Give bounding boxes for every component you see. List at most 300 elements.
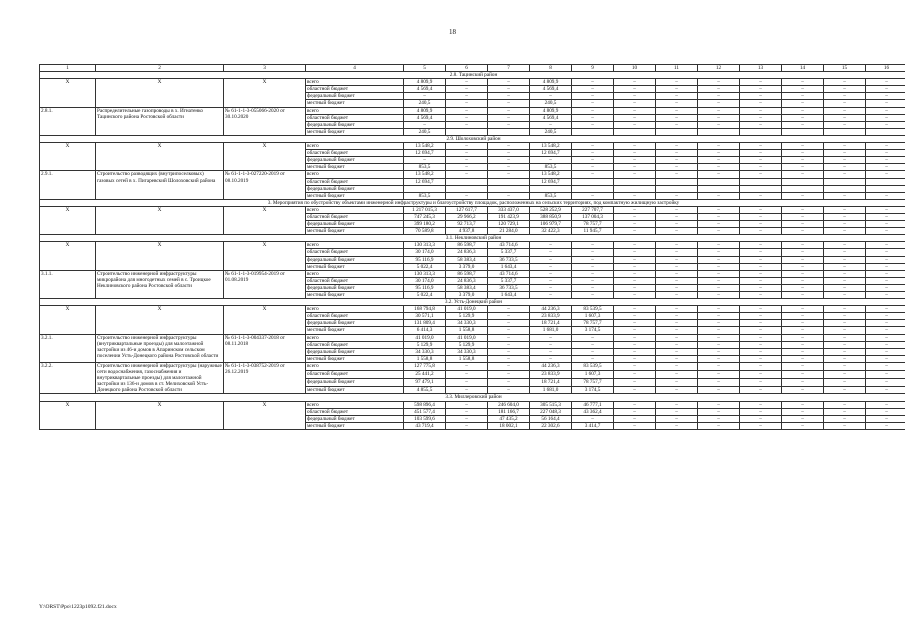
amount-cell: – [866,150,905,157]
amount-cell: – [614,86,656,93]
amount-cell: – [740,415,782,422]
item-name: X [96,206,224,234]
amount-cell: – [656,157,698,164]
amount-cell: – [656,378,698,386]
amount-cell: – [824,422,866,429]
amount-cell: – [866,386,905,394]
amount-cell: 11 945,7 [572,228,614,235]
amount-cell: – [698,422,740,429]
amount-cell: – [572,242,614,249]
amount-cell: – [740,270,782,277]
amount-cell: – [572,143,614,150]
amount-cell: – [782,277,824,284]
amount-cell: 240,5 [404,100,446,107]
amount-cell: – [488,86,530,93]
amount-cell: – [866,249,905,256]
amount-cell: – [824,408,866,415]
amount-cell: – [404,157,446,164]
amount-cell: – [656,320,698,327]
amount-cell: – [446,86,488,93]
amount-cell [866,128,905,135]
budget-source: местный бюджет [306,192,404,199]
amount-cell: – [866,256,905,263]
amount-cell: – [824,171,866,178]
amount-cell: – [656,348,698,355]
amount-cell: – [824,334,866,341]
amount-cell: 12 694,7 [530,178,572,185]
table-row [40,401,905,408]
amount-cell: – [656,327,698,334]
amount-cell: – [740,292,782,299]
amount-cell: – [782,93,824,100]
amount-cell: – [740,143,782,150]
amount-cell: 1 681,0 [530,386,572,394]
amount-cell: 747 245,3 [404,213,446,220]
column-number: 2 [96,65,224,72]
amount-cell: – [614,415,656,422]
amount-cell: – [446,143,488,150]
amount-cell: – [572,121,614,128]
amount-cell: – [614,164,656,171]
amount-cell: 36 733,5 [488,284,530,291]
amount-cell: – [866,320,905,327]
section-title: 3.1. Неклиновский район [40,235,905,242]
amount-cell: 13 548,2 [404,171,446,178]
amount-cell: – [488,79,530,86]
amount-cell: – [698,256,740,263]
amount-cell: – [782,256,824,263]
amount-cell: – [782,422,824,429]
budget-source: местный бюджет [306,386,404,394]
item-name: X [96,242,224,270]
amount-cell: – [740,171,782,178]
amount-cell: – [614,292,656,299]
amount-cell: – [488,362,530,370]
table-row [40,171,905,178]
amount-cell: – [488,121,530,128]
amount-cell: 130 313,3 [404,242,446,249]
amount-cell: – [782,164,824,171]
amount-cell: 5 022,4 [404,263,446,270]
amount-cell: – [740,256,782,263]
amount-cell: – [740,213,782,220]
amount-cell: – [446,107,488,114]
amount-cell: – [698,270,740,277]
amount-cell: – [488,150,530,157]
item-name: X [96,401,224,429]
amount-cell: – [782,270,824,277]
budget-source: местный бюджет [306,292,404,299]
amount-cell: 29 966,2 [446,213,488,220]
amount-cell: – [698,327,740,334]
budget-source: федеральный бюджет [306,348,404,355]
amount-cell: – [824,313,866,320]
section-title: 3.2. Усть-Донецкий район [40,299,905,306]
amount-cell: – [530,334,572,341]
amount-cell: – [866,327,905,334]
amount-cell: – [572,355,614,362]
amount-cell: – [656,121,698,128]
amount-cell: – [572,292,614,299]
amount-cell: – [488,320,530,327]
amount-cell: 127 775,8 [404,362,446,370]
amount-cell: 1 558,8 [446,355,488,362]
amount-cell: – [614,121,656,128]
amount-cell: – [866,121,905,128]
amount-cell: – [698,415,740,422]
amount-cell: 58 383,4 [446,284,488,291]
amount-cell: 528 252,9 [530,206,572,213]
amount-cell [614,185,656,192]
amount-cell: – [404,93,446,100]
amount-cell: – [446,121,488,128]
amount-cell: – [614,228,656,235]
expertise-number: № 61-1-1-3-055066-2020 от 30.10.2020 [224,107,306,135]
amount-cell: – [530,277,572,284]
amount-cell: – [572,107,614,114]
amount-cell: – [782,408,824,415]
amount-cell: 34 330,3 [446,320,488,327]
amount-cell: – [740,355,782,362]
amount-cell: – [656,171,698,178]
amount-cell: – [866,370,905,378]
amount-cell: 43 719,4 [404,422,446,429]
amount-cell: 399 180,2 [404,221,446,228]
amount-cell: 83 539,5 [572,362,614,370]
item-number: X [40,143,96,171]
amount-cell: – [866,242,905,249]
amount-cell: 1 607,3 [572,313,614,320]
amount-cell: – [782,292,824,299]
budget-source: всего [306,107,404,114]
amount-cell: – [866,213,905,220]
amount-cell: 78 757,7 [572,221,614,228]
amount-cell: – [866,422,905,429]
amount-cell: 168 794,8 [404,306,446,313]
amount-cell: – [782,378,824,386]
amount-cell: 23 833,9 [530,313,572,320]
amount-cell [698,185,740,192]
amount-cell: – [782,249,824,256]
amount-cell: – [698,100,740,107]
amount-cell: – [698,378,740,386]
amount-cell: – [614,206,656,213]
amount-cell: – [740,313,782,320]
budget-source: федеральный бюджет [306,284,404,291]
amount-cell: – [614,150,656,157]
budget-source: всего [306,206,404,213]
amount-cell: – [824,79,866,86]
amount-cell: – [572,263,614,270]
amount-cell: – [824,386,866,394]
amount-cell: – [824,206,866,213]
amount-cell: – [656,242,698,249]
amount-cell: – [446,362,488,370]
budget-source: областной бюджет [306,213,404,220]
amount-cell: 1 558,8 [446,327,488,334]
item-name: Строительство инженерной инфраструктуры (внутриквартальные проезды) для малоэтажной застройки из 46-и домов в Апаринском сельском поселении Усть-Донецкого района Ростовской области [96,334,224,362]
amount-cell: – [782,327,824,334]
amount-cell: – [572,334,614,341]
amount-cell: – [488,192,530,199]
amount-cell: – [698,164,740,171]
amount-cell: – [866,263,905,270]
amount-cell: 4 937,8 [446,228,488,235]
amount-cell: – [782,157,824,164]
amount-cell: 240,5 [404,128,446,135]
amount-cell: – [488,341,530,348]
amount-cell: – [530,157,572,164]
column-number: 12 [698,65,740,72]
amount-cell: – [740,263,782,270]
amount-cell: – [572,256,614,263]
amount-cell: 30 571,1 [404,313,446,320]
amount-cell: – [572,284,614,291]
section-title: 2.8. Тацинский район [40,72,905,79]
amount-cell: – [572,164,614,171]
amount-cell: – [740,327,782,334]
amount-cell: – [824,164,866,171]
amount-cell: – [740,228,782,235]
amount-cell: – [698,121,740,128]
amount-cell: – [782,242,824,249]
amount-cell: – [698,284,740,291]
amount-cell: 130 313,3 [404,270,446,277]
amount-cell [572,178,614,185]
amount-cell: 1 607,3 [572,370,614,378]
amount-cell: – [614,320,656,327]
item-name: X [96,306,224,334]
amount-cell: – [530,284,572,291]
amount-cell: – [698,320,740,327]
amount-cell: – [824,242,866,249]
amount-cell: – [488,355,530,362]
expertise-number: № 61-1-1-3-019954-2019 от 01.08.2019 [224,270,306,298]
amount-cell: 853,5 [404,164,446,171]
amount-cell: – [824,370,866,378]
amount-cell: – [698,313,740,320]
amount-cell: – [824,306,866,313]
amount-cell: – [782,143,824,150]
amount-cell: – [824,86,866,93]
amount-cell: – [488,100,530,107]
amount-cell: – [656,334,698,341]
amount-cell: – [656,143,698,150]
amount-cell: – [698,86,740,93]
amount-cell: 191 423,9 [488,213,530,220]
amount-cell: – [656,228,698,235]
amount-cell: 86 598,7 [446,242,488,249]
amount-cell: – [572,249,614,256]
section-row [40,72,905,79]
amount-cell: – [740,157,782,164]
column-number: 7 [488,65,530,72]
amount-cell [866,178,905,185]
amount-cell: – [446,114,488,121]
amount-cell: – [614,192,656,199]
amount-cell: 24 836,3 [446,249,488,256]
amount-cell [656,128,698,135]
amount-cell: – [614,263,656,270]
amount-cell: – [782,370,824,378]
amount-cell: – [614,249,656,256]
amount-cell: – [698,249,740,256]
amount-cell: – [614,107,656,114]
amount-cell [656,185,698,192]
amount-cell [446,128,488,135]
file-path-footer: Y:\ORST\Ppo\1223p1092.f21.docx [39,604,117,610]
amount-cell: – [656,263,698,270]
amount-cell: – [614,93,656,100]
table-row [40,270,905,277]
amount-cell [698,128,740,135]
amount-cell: – [698,277,740,284]
amount-cell: – [656,107,698,114]
amount-cell: 95 116,9 [404,256,446,263]
amount-cell: – [446,93,488,100]
amount-cell [740,178,782,185]
expertise-number: X [224,143,306,171]
amount-cell: – [824,192,866,199]
amount-cell: – [740,348,782,355]
amount-cell: – [824,362,866,370]
amount-cell: – [740,192,782,199]
table-row [40,306,905,313]
amount-cell: – [698,242,740,249]
amount-cell: 451 577,4 [404,408,446,415]
amount-cell: – [614,370,656,378]
amount-cell: – [698,114,740,121]
amount-cell: – [782,306,824,313]
amount-cell: – [656,292,698,299]
column-number: 8 [530,65,572,72]
amount-cell: – [614,408,656,415]
amount-cell: – [866,221,905,228]
amount-cell: – [740,408,782,415]
amount-cell: – [698,171,740,178]
amount-cell: – [488,370,530,378]
amount-cell: – [782,121,824,128]
amount-cell: – [866,334,905,341]
amount-cell [698,178,740,185]
amount-cell: 34 330,3 [404,348,446,355]
amount-cell: – [614,157,656,164]
amount-cell: – [824,263,866,270]
amount-cell [488,178,530,185]
amount-cell: – [740,306,782,313]
amount-cell: – [572,157,614,164]
amount-cell: – [614,362,656,370]
budget-source: областной бюджет [306,408,404,415]
item-name: Строительство разводящих (внутрипоселковых) газовых сетей в х. Пигаревский Шолоховский района [96,171,224,199]
amount-cell: – [488,348,530,355]
amount-cell: – [530,355,572,362]
amount-cell: – [782,192,824,199]
amount-cell: – [656,221,698,228]
amount-cell: – [572,277,614,284]
amount-cell: – [866,171,905,178]
budget-source: местный бюджет [306,422,404,429]
amount-cell: – [698,192,740,199]
table-row [40,362,905,370]
amount-cell: – [614,334,656,341]
amount-cell: 23 833,9 [530,370,572,378]
amount-cell: – [740,249,782,256]
amount-cell: – [614,306,656,313]
amount-cell: – [656,114,698,121]
amount-cell: 181 166,7 [488,408,530,415]
amount-cell: – [614,313,656,320]
amount-cell: – [614,422,656,429]
budget-source: местный бюджет [306,100,404,107]
amount-cell: 43 362,4 [572,408,614,415]
amount-cell: 12 694,7 [404,178,446,185]
amount-cell: 4 809,9 [404,107,446,114]
amount-cell: – [614,341,656,348]
amount-cell: – [740,206,782,213]
amount-cell: – [656,277,698,284]
amount-cell [614,128,656,135]
amount-cell: – [782,221,824,228]
amount-cell: – [446,164,488,171]
budget-source: всего [306,362,404,370]
section-row [40,199,905,206]
amount-cell [404,185,446,192]
amount-cell: – [446,100,488,107]
amount-cell: – [446,386,488,394]
amount-cell: – [698,341,740,348]
amount-cell: 853,5 [530,164,572,171]
amount-cell: – [572,415,614,422]
amount-cell: 137 004,3 [572,213,614,220]
amount-cell: – [866,306,905,313]
budget-source: всего [306,171,404,178]
amount-cell: – [782,334,824,341]
amount-cell: – [572,348,614,355]
amount-cell [446,178,488,185]
amount-cell: – [488,107,530,114]
amount-cell: 97 479,1 [404,378,446,386]
amount-cell [782,185,824,192]
amount-cell: 3 379,0 [446,292,488,299]
amount-cell: – [404,121,446,128]
amount-cell: – [530,270,572,277]
amount-cell: – [866,362,905,370]
amount-cell [656,178,698,185]
amount-cell: – [698,263,740,270]
amount-cell: – [530,341,572,348]
amount-cell: 240,5 [530,100,572,107]
section-row [40,394,905,401]
amount-cell: – [698,401,740,408]
amount-cell: – [698,79,740,86]
amount-cell: – [740,114,782,121]
section-title: 3. Мероприятия по обустройству объектами инженерной инфраструктуры и благоустройству площадок, расположенных на сельских территориях, под компактную жилищную застройку [40,199,905,206]
amount-cell: 4 569,4 [404,86,446,93]
amount-cell: – [530,242,572,249]
budget-source: местный бюджет [306,128,404,135]
amount-cell: – [656,422,698,429]
amount-cell: – [866,143,905,150]
amount-cell: 30 174,0 [404,277,446,284]
amount-cell: 240,5 [530,128,572,135]
amount-cell: – [824,121,866,128]
amount-cell: 5 129,9 [404,341,446,348]
budget-source: местный бюджет [306,327,404,334]
amount-cell [488,128,530,135]
column-number-row [40,65,905,72]
amount-cell: 5 022,4 [404,292,446,299]
